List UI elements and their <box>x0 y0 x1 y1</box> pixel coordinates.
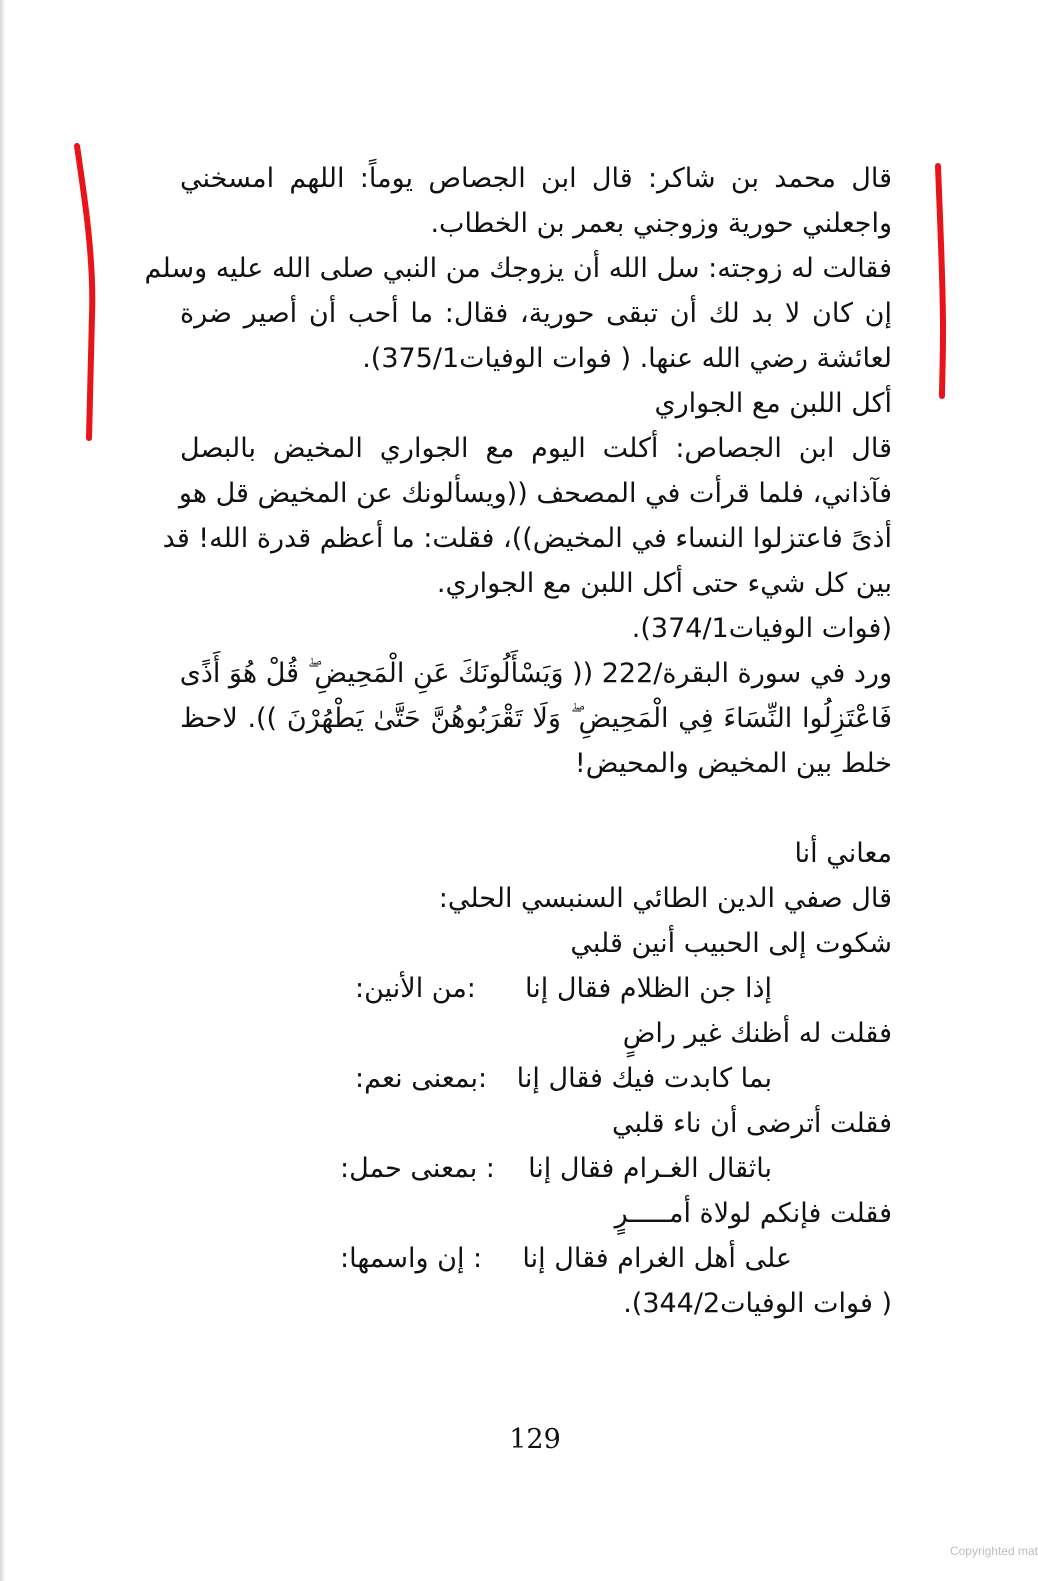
text-line: خلط بين المخيض والمحيض! <box>574 748 892 779</box>
paragraph-milk-with-maids <box>162 426 892 786</box>
text-line: بين كل شيء حتى أكل اللبن مع الجواري. <box>436 568 892 599</box>
text-line: إن كان لا بد لك أن تبقى حورية، فقال: ما أحب أن أصير ضرة <box>180 298 892 329</box>
text-line: أذىً فاعتزلوا النساء في المخيض))، فقلت: ما أعظم قدرة الله! قد <box>162 523 892 554</box>
verse-second-hemistich: بما كابدت فيك فقال إنا <box>516 1063 772 1094</box>
text-line: فآذاني، فلما قرأت في المصحف ((ويسألونك عن المخيض قل هو <box>178 478 892 509</box>
verse-first-hemistich: فقلت له أظنك غير راضٍ <box>622 1018 892 1049</box>
verse-row <box>180 966 892 1011</box>
verse-meaning: :بمعنى نعم: <box>355 1063 488 1094</box>
text-line: قال محمد بن شاكر: قال ابن الجصاص يوماً: اللهم امسخني <box>180 163 892 194</box>
verse-meaning: :من الأنين: <box>355 973 476 1004</box>
page-edge-shadow <box>0 0 6 1581</box>
verse-first-hemistich: فقلت أترضى أن ناء قلبي <box>612 1108 892 1139</box>
citation-line: (فوات الوفيات374/1). <box>631 613 892 644</box>
quran-quote-line: فَاعْتَزِلُوا النِّسَاءَ فِي الْمَحِيضِ ۖ وَلَا تَقْرَبُوهُنَّ حَتَّىٰ يَطْهُرْنَ )). لاحظ <box>180 703 892 734</box>
red-margin-mark-left <box>72 140 102 445</box>
verse-row <box>180 1056 892 1101</box>
verse-first-hemistich: فقلت فإنكم لولاة أمـــــرٍ <box>614 1198 892 1229</box>
poem <box>180 921 892 1281</box>
red-margin-mark-right <box>930 160 954 405</box>
poem-intro: قال صفي الدين الطائي السنبسي الحلي: <box>438 883 892 914</box>
page-body-text <box>144 156 892 1326</box>
verse-second-hemistich: باثقال الغـرام فقال إنا <box>528 1153 772 1184</box>
section-heading: معاني أنا <box>794 838 892 869</box>
paragraph-ibn-al-jassas-hooriya <box>144 156 892 381</box>
quran-quote-line: ورد في سورة البقرة/222 (( وَيَسْأَلُونَكَ عَنِ الْمَحِيضِ ۖ قُلْ هُوَ أَذًى <box>179 658 892 689</box>
verse-row <box>180 1236 892 1281</box>
citation-line: ( فوات الوفيات344/2). <box>623 1288 892 1319</box>
verse-meaning: : إن واسمها: <box>340 1243 483 1274</box>
verse-row <box>180 1146 892 1191</box>
paragraph-gap <box>180 786 892 831</box>
verse-second-hemistich: إذا جن الظلام فقال إنا <box>525 973 772 1004</box>
verse-first-hemistich: شكوت إلى الحبيب أنين قلبي <box>570 928 892 959</box>
verse-meaning: : بمعنى حمل: <box>340 1153 495 1184</box>
page-number: 129 <box>509 1424 561 1455</box>
citation-line: لعائشة رضي الله عنها. ( فوات الوفيات375/1). <box>362 343 892 374</box>
copyright-watermark: Copyrighted mat <box>949 1544 1038 1558</box>
verse-second-hemistich: على أهل الغرام فقال إنا <box>522 1243 792 1274</box>
text-line: واجعلني حورية وزوجني بعمر بن الخطاب. <box>430 208 892 239</box>
text-line: فقالت له زوجته: سل الله أن يزوجك من النبي صلى الله عليه وسلم <box>144 253 892 284</box>
text-line: قال ابن الجصاص: أكلت اليوم مع الجواري المخيض بالبصل <box>180 433 892 464</box>
section-heading: أكل اللبن مع الجواري <box>654 388 892 419</box>
